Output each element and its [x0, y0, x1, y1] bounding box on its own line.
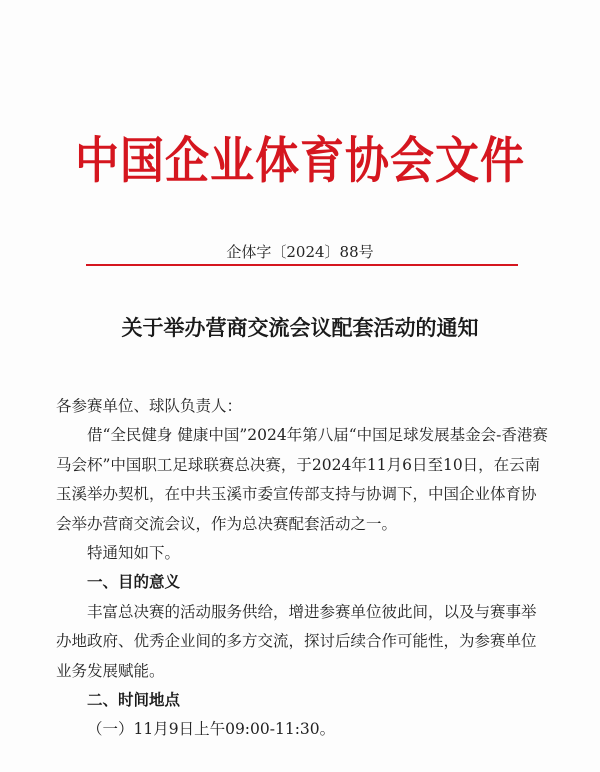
masthead-title: 中国企业体育协会文件	[75, 132, 525, 190]
document-number: 企体字〔2024〕88号	[226, 243, 374, 261]
intro-paragraph: 借“全民健身 健康中国”2024年第八届“中国足球发展基金会-香港赛马会杯”中国职工足球联赛总决赛，于2024年11月6日至10日，在云南玉溪举办契机，在中共玉溪市委宣传部支持与协调下，中国企业体育协会举办营商交流会议，作为总决赛配套活动之一。	[56, 426, 548, 533]
section-heading-purpose: 一、目的意义	[87, 573, 181, 592]
notice-title: 关于举办营商交流会议配套活动的通知	[121, 316, 479, 340]
notice-body	[56, 392, 548, 745]
salutation: 各参赛单位、球队负责人：	[56, 397, 243, 415]
red-divider-line	[86, 264, 518, 266]
time-item-1: （一）11月9日上午09:00-11:30。	[87, 720, 336, 739]
section-heading-time-place: 二、时间地点	[87, 691, 181, 710]
notice-line: 特通知如下。	[87, 544, 181, 563]
purpose-paragraph: 丰富总决赛的活动服务供给，增进参赛单位彼此间，以及与赛事举办地政府、优秀企业间的多方交流，探讨后续合作可能性，为参赛单位业务发展赋能。	[56, 602, 537, 680]
